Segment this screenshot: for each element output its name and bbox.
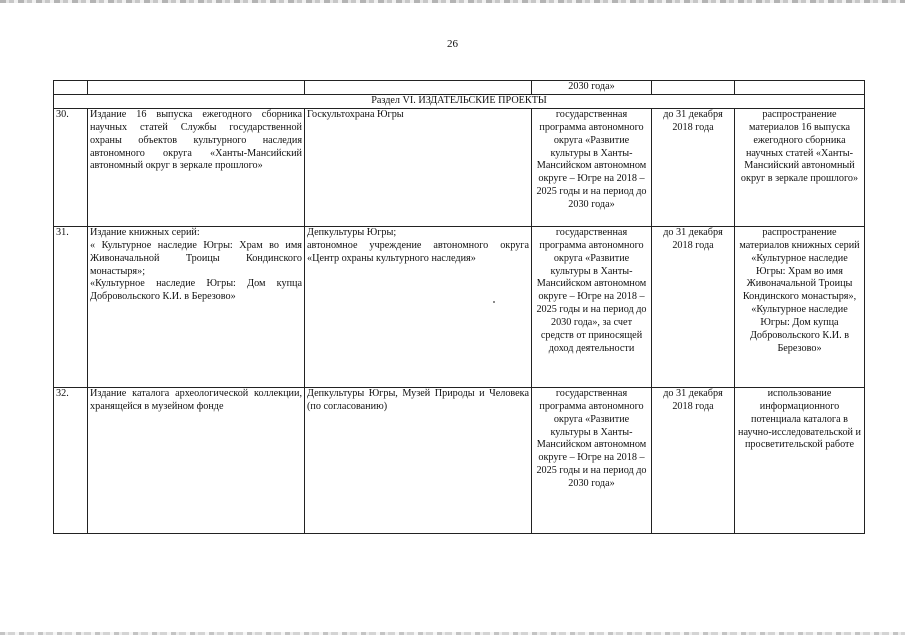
cell-result [735, 81, 865, 95]
executor-cell [305, 226, 532, 387]
activity-text: Издание каталога археологической коллекции, хранящейся в музейном фонде [88, 387, 305, 533]
cell-activity [88, 81, 305, 95]
result-text: распространение материалов книжных серий «Культурное наследие Югры: Храм во имя Живоначальной Троицы Кондинского монастыря», «Культурное наследие Югры: Дом купца Добровольского К.И. в Березово» [735, 226, 865, 387]
result-text: распространение материалов 16 выпуска ежегодного сборника научных статей «Ханты-Мансийский автономный округ в зеркале прошлого» [735, 108, 865, 226]
program-text: государственная программа автономного округа «Развитие культуры в Ханты-Мансийском автономном округе – Югре на 2018 – 2025 годы и на период до 2030 года» [532, 387, 652, 533]
activity-line: Издание книжных серий: [90, 226, 200, 238]
scan-speck [493, 301, 495, 303]
cell-number [54, 81, 88, 95]
section-row [54, 94, 865, 108]
executor-line: автономное учреждение автономного округа «Центр охраны культурного наследия» [307, 239, 529, 264]
deadline-text: до 31 декабря 2018 года [652, 226, 735, 387]
activity-cell [88, 226, 305, 387]
deadline-text: до 31 декабря 2018 года [652, 387, 735, 533]
table-row [54, 387, 865, 533]
executor-text: Госкультохрана Югры [305, 108, 532, 226]
cell-executor [305, 81, 532, 95]
program-text: государственная программа автономного округа «Развитие культуры в Ханты-Мансийском автономном округе – Югре на 2018 – 2025 годы и на период до 2030 года» [532, 108, 652, 226]
page-number: 26 [447, 38, 458, 50]
activity-line: «Культурное наследие Югры: Дом купца Добровольского К.И. в Березово» [90, 278, 302, 303]
row-number: 32. [54, 387, 88, 533]
section-title: Раздел VI. ИЗДАТЕЛЬСКИЕ ПРОЕКТЫ [54, 94, 865, 108]
result-text: использование информационного потенциала каталога в научно-исследовательской и просветительской работе [735, 387, 865, 533]
executor-line: Депкультуры Югры; [307, 226, 397, 238]
table-row [54, 226, 865, 387]
cell-deadline [652, 81, 735, 95]
activity-text: Издание 16 выпуска ежегодного сборника научных статей Службы государственной охраны объектов культурного наследия автономного округа «Ханты-Мансийский автономный округ в зеркале прошлого» [88, 108, 305, 226]
scan-edge-bottom [0, 632, 905, 635]
plan-table [53, 80, 865, 534]
program-text: государственная программа автономного округа «Развитие культуры в Ханты-Мансийском автономном округе – Югре на 2018 – 2025 годы и на период до 2030 года», за счет средств от приносящей доход деятельности [532, 226, 652, 387]
row-number: 31. [54, 226, 88, 387]
executor-text: Депкультуры Югры, Музей Природы и Человека (по согласованию) [305, 387, 532, 533]
deadline-text: до 31 декабря 2018 года [652, 108, 735, 226]
scan-edge-top [0, 0, 905, 3]
activity-line: « Культурное наследие Югры: Храм во имя Живоначальной Троицы Кондинского монастыря»; [90, 239, 302, 277]
table-row [54, 108, 865, 226]
continuation-row [54, 81, 865, 95]
cell-program: 2030 года» [532, 81, 652, 95]
row-number: 30. [54, 108, 88, 226]
